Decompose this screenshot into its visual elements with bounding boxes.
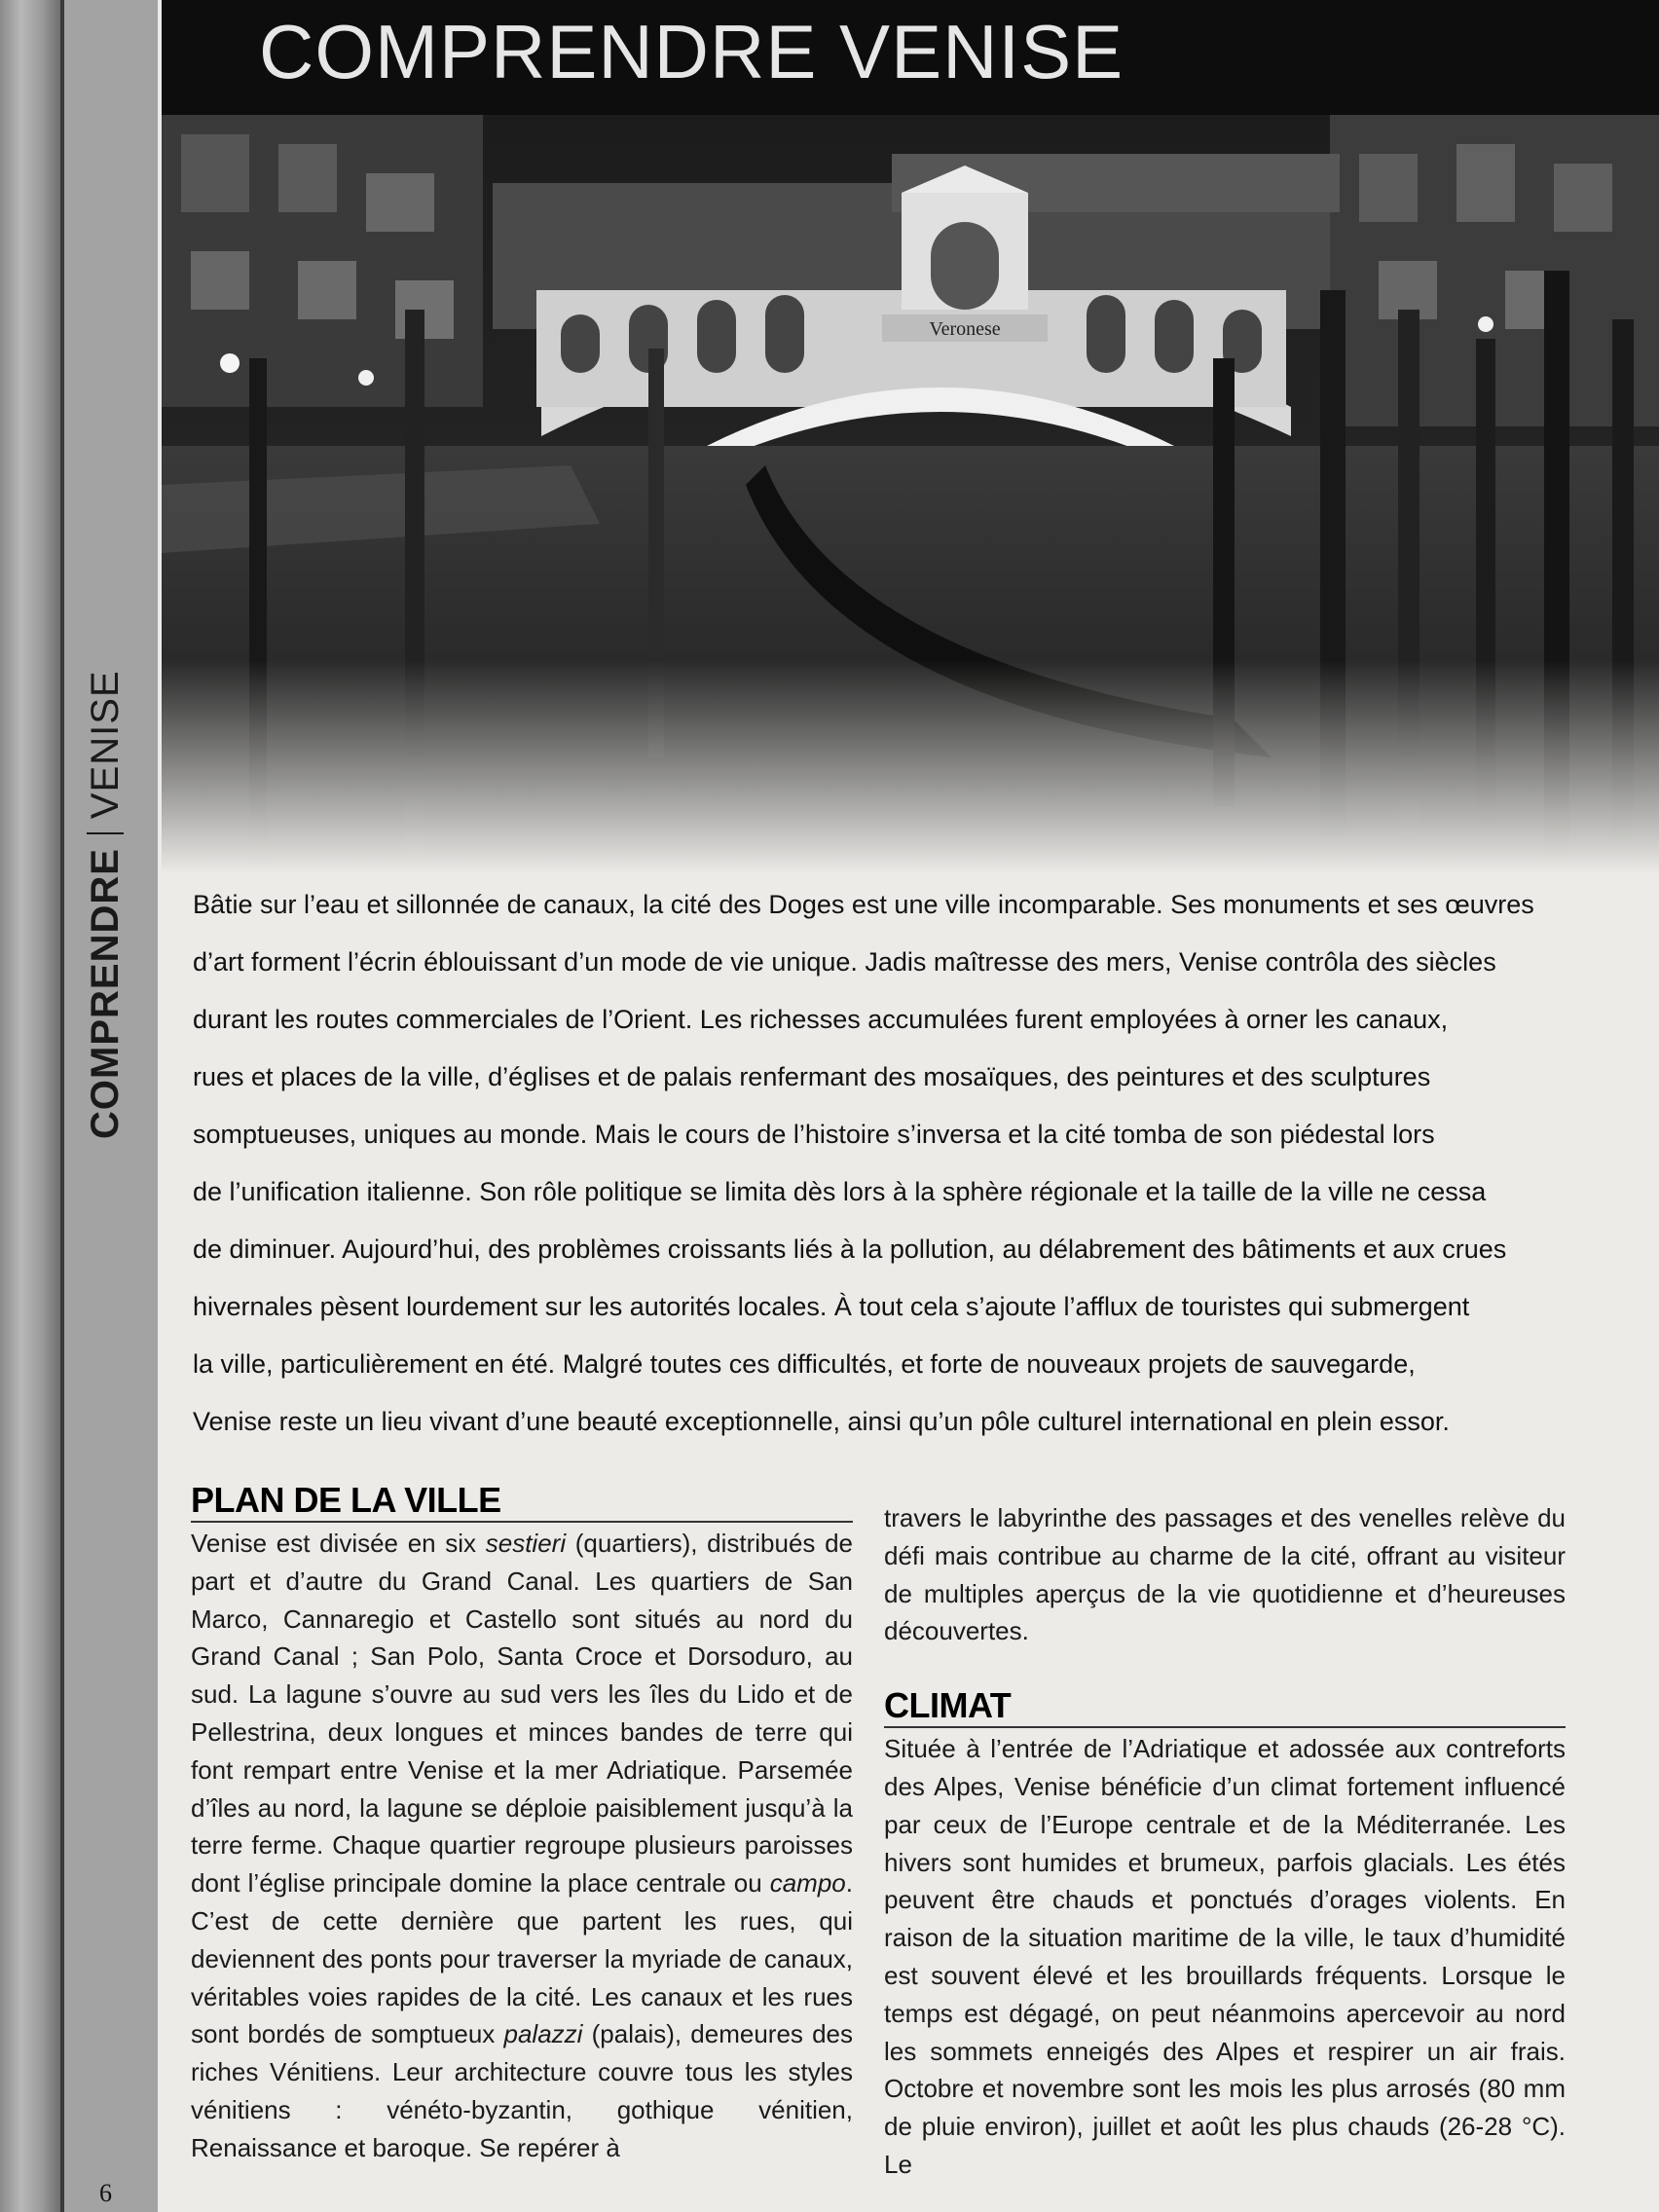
side-strip-edge (60, 0, 64, 2212)
page-number: 6 (99, 2179, 112, 2207)
plan-text: (palais), demeures des riches Vénitiens. Leur architecture couvre tous les styles vénitiens : vénéto-byzantin, gothique vénitien, Renaissance et baroque. Se repérer à (191, 2019, 854, 2162)
intro-line: durant les routes commerciales de l’Orient. Les richesses accumulées furent employées à orner les canaux, (193, 1005, 1449, 1034)
photo-sign-text: Veronese (929, 318, 1001, 340)
book-page (60, 0, 1659, 2212)
plan-term: campo (769, 1868, 846, 1899)
intro-line: la ville, particulièrement en été. Malgré toutes ces difficultés, et forte de nouveaux projets de sauvegarde, (193, 1349, 1416, 1379)
title-bar (162, 0, 1659, 115)
section-tab (84, 670, 128, 1139)
intro-line: d’art forment l’écrin éblouissant d’un mode de vie unique. Jadis maîtresse des mers, Venise contrôla des siècles (193, 947, 1496, 977)
plan-term: palazzi (503, 2019, 583, 2049)
intro-line: de diminuer. Aujourd’hui, des problèmes croissants liés à la pollution, au délabrement des bâtiments et aux crues (193, 1235, 1507, 1264)
intro-line: rues et places de la ville, d’églises et de palais renfermant des mosaïques, des peintures et des sculptures (193, 1062, 1431, 1091)
section-spacer (884, 1650, 1566, 1685)
intro-line: Bâtie sur l’eau et sillonnée de canaux, la cité des Doges est une ville incomparable. Ses monuments et ses œuvres (193, 890, 1534, 919)
plan-section-title: PLAN DE LA VILLE (191, 1480, 853, 1523)
photo-illustration (162, 115, 1659, 874)
section-tab-secondary: VENISE (84, 670, 127, 820)
side-strip (60, 0, 158, 2212)
column-right (884, 1499, 1566, 2184)
page-title: COMPRENDRE VENISE (259, 9, 1124, 94)
intro-paragraph (193, 876, 1634, 1451)
book-binding (0, 0, 60, 2212)
intro-line: Venise reste un lieu vivant d’une beauté exceptionnelle, ainsi qu’un pôle culturel international en plein essor. (193, 1407, 1450, 1436)
climat-paragraph: Située à l’entrée de l’Adriatique et adossée aux contreforts des Alpes, Venise bénéficie d’un climat fortement influencé par ceux de l’Europe centrale et de la Méditerranée. Les hivers sont humides et brumeux, parfois glacials. Les étés peuvent être chauds et ponctués d’orages violents. En raison de la situation maritime de la ville, le taux d’humidité est souvent élevé et les brouillards fréquents. Lorsque le temps est dégagé, on peut néanmoins apercevoir au nord les sommets enneigés des Alpes et respirer un air frais. Octobre et novembre sont les mois les plus arrosés (80 mm de pluie environ), juillet et août les plus chauds (26-28 °C). Le (884, 1734, 1566, 2179)
rialto-bridge-photo (162, 115, 1659, 874)
plan-paragraph (191, 1525, 853, 2167)
plan-text: (quartiers), distribués de part et d’autre du Grand Canal. Les quartiers de San Marco, Cannaregio et Castello sont situés au nord du Grand Canal ; San Polo, Santa Croce et Dorsoduro, au sud. La lagune s’ouvre au sud vers les îles du Lido et de Pellestrina, deux longues et minces bandes de terre qui font rempart entre Venise et la mer Adriatique. Parsemée d’îles au nord, la lagune se déploie paisiblement jusqu’à la terre ferme. Chaque quartier regroupe plusieurs paroisses dont l’église principale domine la place centrale ou (191, 1529, 853, 1899)
climat-section-title: CLIMAT (884, 1685, 1566, 1728)
plan-continuation: travers le labyrinthe des passages et des venelles relève du défi mais contribue au charme de la cité, offrant au visiteur de multiples aperçus de la vie quotidienne et d’heureuses découvertes. (884, 1503, 1566, 1646)
intro-line: somptueuses, uniques au monde. Mais le cours de l’histoire s’inversa et la cité tomba de son piédestal lors (193, 1120, 1435, 1149)
plan-text: . C’est de cette dernière que partent les rues, qui deviennent des ponts pour traverser la myriade de canaux, véritables voies rapides de la cité. Les canaux et les rues sont bordés de somptueux (191, 1868, 853, 2049)
plan-text: Venise est divisée en six (191, 1529, 486, 1558)
column-left (191, 1480, 853, 2167)
section-tab-divider (87, 832, 124, 834)
plan-term: sestieri (485, 1529, 567, 1558)
section-tab-primary: COMPRENDRE (84, 848, 127, 1139)
intro-line: hivernales pèsent lourdement sur les autorités locales. À tout cela s’ajoute l’afflux de touristes qui submergent (193, 1292, 1470, 1321)
intro-line: de l’unification italienne. Son rôle politique se limita dès lors à la sphère régionale et la taille de la ville ne cessa (193, 1177, 1487, 1206)
